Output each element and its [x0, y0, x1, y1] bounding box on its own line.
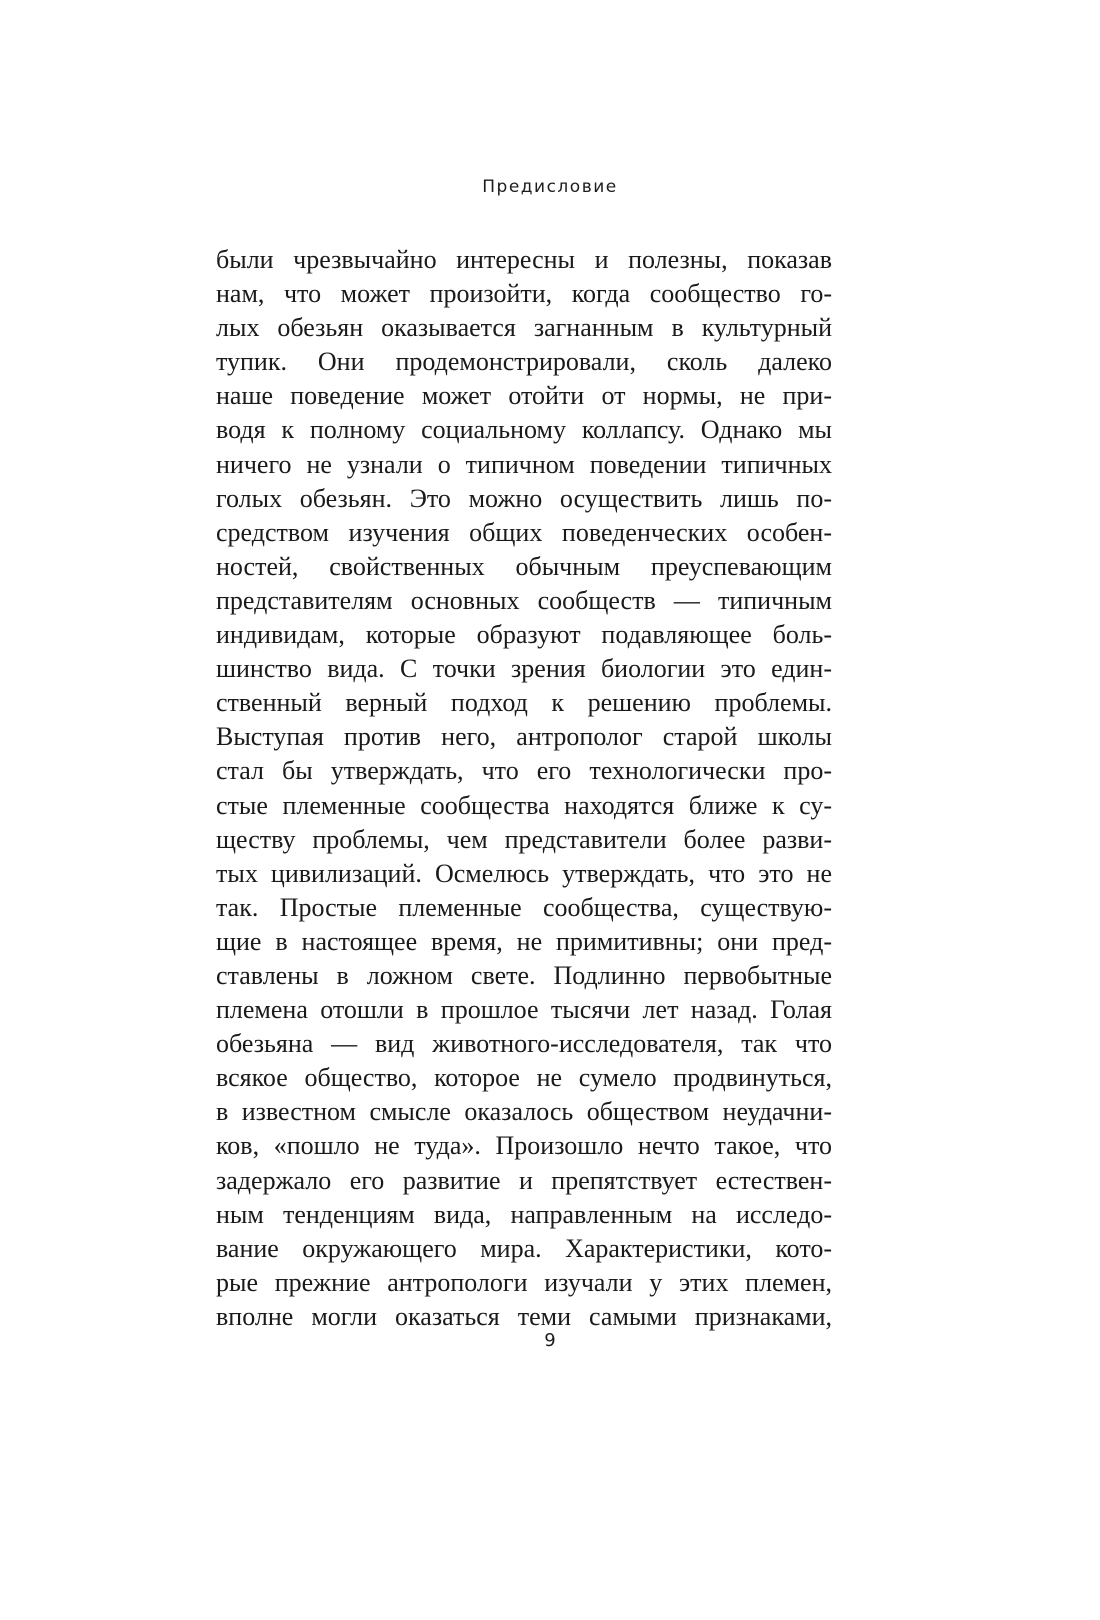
text-line: щие в настоящее время, не примитивны; они пред-: [216, 926, 832, 956]
running-head: Предисловие: [482, 177, 618, 197]
text-line: ным тенденциям вида, направленным на исследо-: [216, 1199, 832, 1229]
text-line: ностей, свойственных обычным преуспевающим: [216, 551, 832, 581]
text-line: нам, что может произойти, когда сообщество го-: [216, 279, 832, 309]
text-line: рые прежние антропологи изучали у этих племен,: [216, 1267, 832, 1297]
text-line: ков, «пошло не туда». Произошло нечто такое, что: [216, 1131, 832, 1161]
text-line: ставлены в ложном свете. Подлинно первобытные: [216, 960, 832, 990]
text-line: вание окружающего мира. Характеристики, кото-: [216, 1233, 832, 1263]
text-line: голых обезьян. Это можно осуществить лишь по-: [216, 483, 832, 513]
text-line: были чрезвычайно интересны и полезны, показав: [216, 245, 832, 274]
text-line: ществу проблемы, чем представители более разви-: [216, 824, 832, 854]
text-line: племена отошли в прошлое тысячи лет назад. Голая: [216, 995, 832, 1025]
text-line: лых обезьян оказывается загнанным в культурный: [216, 313, 832, 343]
text-line: вполне могли оказаться теми самыми признаками,: [216, 1301, 832, 1331]
text-line: в известном смысле оказалось обществом неудачни-: [216, 1097, 832, 1127]
text-line: шинство вида. С точки зрения биологии это един-: [216, 654, 832, 684]
text-line: тупик. Они продемонстрировали, сколь далеко: [216, 347, 832, 377]
text-line: водя к полному социальному коллапсу. Однако мы: [216, 415, 832, 445]
text-line: наше поведение может отойти от нормы, не при-: [216, 381, 832, 411]
body-text: [216, 243, 832, 1334]
text-line: индивидам, которые образуют подавляющее боль-: [216, 620, 832, 650]
text-line: Выступая против него, антрополог старой школы: [216, 722, 832, 752]
text-line: задержало его развитие и препятствует естествен-: [216, 1165, 832, 1195]
text-line: стал бы утверждать, что его технологически про-: [216, 756, 832, 786]
text-line: ничего не узнали о типичном поведении типичных: [216, 449, 832, 479]
page-number: 9: [544, 1330, 556, 1351]
text-line: стые племенные сообщества находятся ближе к су-: [216, 790, 832, 820]
text-line: так. Простые племенные сообщества, существую-: [216, 892, 832, 922]
text-line: ственный верный подход к решению проблемы.: [216, 688, 832, 718]
text-line: всякое общество, которое не сумело продвинуться,: [216, 1063, 832, 1093]
text-line: тых цивилизаций. Осмелюсь утверждать, что это не: [216, 858, 832, 888]
text-line: представителям основных сообществ — типичным: [216, 585, 832, 615]
text-line: обезьяна — вид животного-исследователя, так что: [216, 1029, 832, 1059]
text-line: средством изучения общих поведенческих особен-: [216, 517, 832, 547]
